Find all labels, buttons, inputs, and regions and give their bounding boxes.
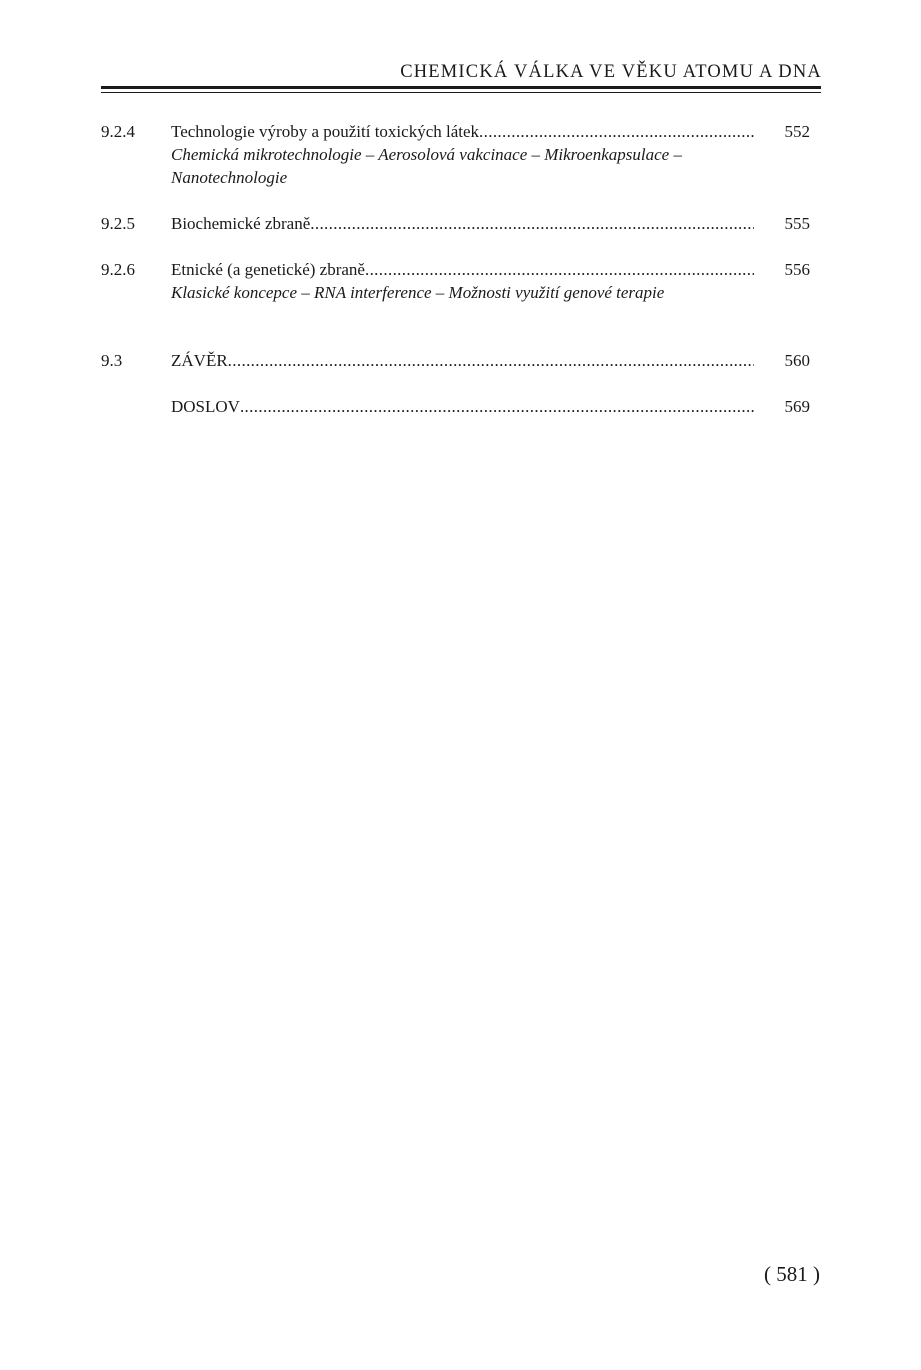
page-number: ( 581 ): [764, 1262, 820, 1286]
toc-entry-page: 569: [784, 397, 810, 416]
toc-entry-body: [171, 212, 754, 235]
toc-entry-number: 9.2.5: [101, 214, 135, 233]
toc-entry-title: Technologie výroby a použití toxických látek: [171, 122, 480, 141]
dot-leader: [240, 395, 754, 418]
toc-entry-page: 555: [784, 214, 810, 233]
toc-entry-title-line: [171, 212, 754, 235]
toc-entry-subtitle-continued: Nanotechnologie: [171, 168, 288, 187]
toc-entry-page: 560: [784, 351, 810, 370]
toc-entry-page: 556: [784, 260, 810, 279]
running-head-title: CHEMICKÁ VÁLKA VE VĚKU ATOMU A DNA: [400, 62, 822, 82]
toc-entry-page: 552: [784, 122, 810, 141]
toc-entry-number: 9.3: [101, 351, 123, 370]
toc-entry-title: Biochemické zbraně: [171, 214, 311, 233]
dot-leader: [365, 258, 754, 281]
toc-entry-title-line: [171, 349, 754, 372]
toc-entry-subtitle: Chemická mikrotechnologie – Aerosolová vakcinace – Mikroenkapsulace –: [171, 145, 682, 164]
toc-entry-title-line: [171, 120, 754, 143]
toc-entry-title: DOSLOV: [171, 397, 240, 416]
toc-entry-title: ZÁVĚR: [171, 351, 228, 370]
dot-leader: [310, 212, 754, 235]
toc-entry-number: 9.2.6: [101, 260, 135, 279]
dot-leader: [228, 349, 754, 372]
toc-entry-number: 9.2.4: [101, 122, 135, 141]
header-rule-thick: [101, 86, 821, 89]
toc-entry-body: [171, 120, 754, 189]
dot-leader: [479, 120, 754, 143]
header-rule-thin: [101, 92, 821, 93]
toc-entry-body: [171, 258, 754, 304]
toc-entry-body: [171, 395, 754, 418]
toc-entry-subtitle: Klasické koncepce – RNA interference – Možnosti využití genové terapie: [171, 283, 665, 302]
toc-entry-body: [171, 349, 754, 372]
toc-entry-title-line: [171, 258, 754, 281]
toc-entry-title-line: [171, 395, 754, 418]
toc-entry-title: Etnické (a genetické) zbraně: [171, 260, 365, 279]
